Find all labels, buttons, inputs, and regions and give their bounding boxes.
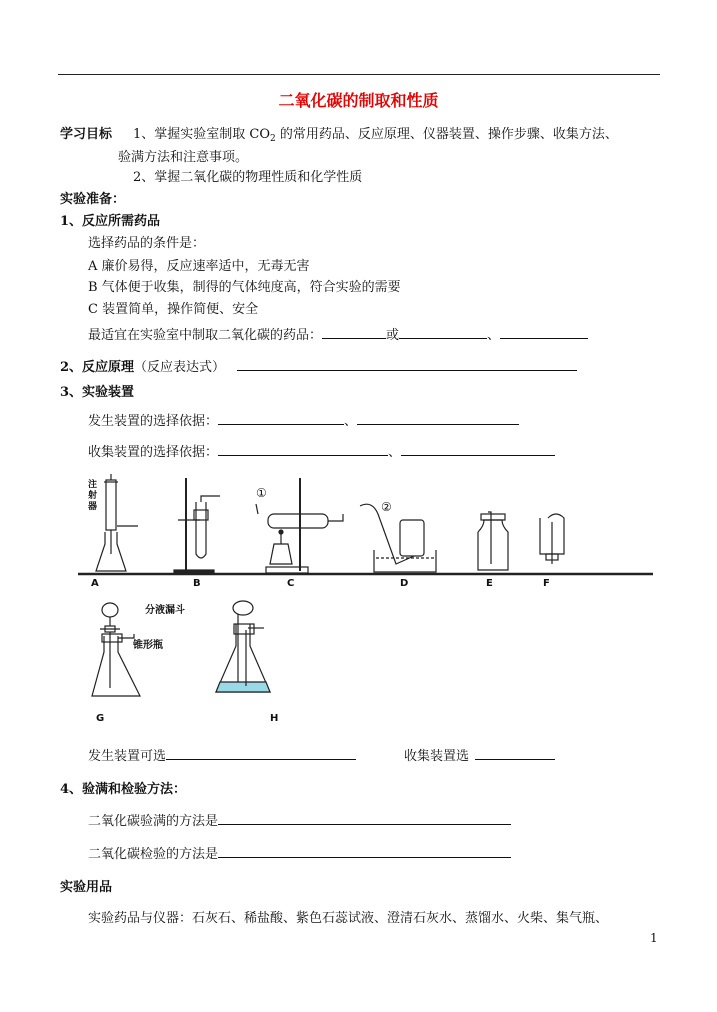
apparatus-row-1 <box>78 474 658 584</box>
criteria-label: 选择药品的条件是： <box>88 236 206 251</box>
section2-line <box>60 356 577 375</box>
objective-1 <box>133 123 618 144</box>
col-basis-text: 收集装置的选择依据： <box>88 445 219 460</box>
objectives-label: 学习目标 <box>60 127 113 142</box>
section3-heading: 3、实验装置 <box>60 385 135 400</box>
gen-basis-sep: 、 <box>344 414 358 429</box>
apparatus-b-stand-tube <box>174 478 220 574</box>
label-e: E <box>486 578 493 589</box>
equation-blank[interactable] <box>237 357 577 371</box>
criteria-b: B 气体便于收集，制得的气体纯度高，符合实验的需要 <box>88 280 401 295</box>
gen-basis-blank-1[interactable] <box>218 411 344 425</box>
col-choice-line <box>404 745 555 764</box>
section4-heading: 4、验满和检验方法： <box>60 782 187 797</box>
apparatus-d-water-trough <box>360 504 436 572</box>
flask-label: 锥形瓶 <box>133 640 163 651</box>
objective-2: 2、掌握二氧化碳的物理性质和化学性质 <box>133 170 363 185</box>
gen-basis-blank-2[interactable] <box>357 411 519 425</box>
label-d: D <box>400 578 409 589</box>
full-test-text: 二氧化碳验满的方法是 <box>88 814 219 829</box>
co2-subscript: 2 <box>270 134 276 144</box>
marker-1: ① <box>256 486 267 500</box>
apparatus-h-funnel-flask <box>216 601 270 692</box>
gen-basis-line <box>88 410 519 429</box>
apparatus-c-heated-tube <box>256 478 343 573</box>
section1-heading: 1、反应所需药品 <box>60 214 161 229</box>
objective-1-pre: 1、掌握实验室制取 CO <box>133 127 271 142</box>
label-c: C <box>287 578 295 589</box>
col-choice-text: 收集装置选 <box>404 749 470 764</box>
label-b: B <box>193 578 201 589</box>
reagent-blank-3[interactable] <box>500 325 588 339</box>
apparatus-a-syringe-flask <box>96 474 138 571</box>
gen-choice-line <box>88 745 356 764</box>
or-text: 或 <box>386 328 400 343</box>
check-test-line <box>88 843 511 862</box>
apparatus-f-downward-bottle <box>540 514 564 564</box>
check-test-blank[interactable] <box>218 844 511 858</box>
prep-heading: 实验准备： <box>60 192 126 207</box>
reagent-blank-2[interactable] <box>399 325 487 339</box>
col-choice-blank[interactable] <box>475 746 555 760</box>
check-test-text: 二氧化碳检验的方法是 <box>88 847 219 862</box>
gen-basis-text: 发生装置的选择依据： <box>88 414 219 429</box>
objective-1-post: 的常用药品、反应原理、仪器装置、操作步骤、收集方法、 <box>275 127 618 142</box>
full-test-blank[interactable] <box>218 811 511 825</box>
label-f: F <box>543 578 550 589</box>
section2-note: （反应表达式） <box>134 360 226 375</box>
gen-choice-text: 发生装置可选 <box>88 749 167 764</box>
header-rule <box>58 74 660 75</box>
col-basis-line <box>88 441 555 460</box>
funnel-label: 分液漏斗 <box>145 605 185 616</box>
page-number: 1 <box>650 931 658 945</box>
best-reagents-text: 最适宜在实验室中制取二氧化碳的药品： <box>88 328 323 343</box>
reagent-blank-1[interactable] <box>322 325 386 339</box>
marker-2: ② <box>381 500 392 514</box>
sep-text: 、 <box>487 328 501 343</box>
apparatus-row-2 <box>88 600 288 705</box>
full-test-line <box>88 810 511 829</box>
label-h: H <box>270 713 279 724</box>
materials-heading: 实验用品 <box>60 880 113 895</box>
materials-text: 实验药品与仪器：石灰石、稀盐酸、紫色石蕊试液、澄清石灰水、蒸馏水、火柴、集气瓶、 <box>88 911 609 926</box>
criteria-a: A 廉价易得，反应速率适中，无毒无害 <box>88 259 310 274</box>
gen-choice-blank[interactable] <box>166 746 356 760</box>
objective-1-cont: 验满方法和注意事项。 <box>118 150 249 165</box>
col-basis-blank-1[interactable] <box>218 442 388 456</box>
label-a: A <box>91 578 99 589</box>
label-g: G <box>96 713 105 724</box>
page-title: 二氧化碳的制取和性质 <box>278 91 439 110</box>
criteria-c: C 装置简单，操作简便、安全 <box>88 302 259 317</box>
best-reagents-line <box>88 324 588 343</box>
apparatus-e-upward-bottle <box>478 512 508 570</box>
col-basis-sep: 、 <box>388 445 402 460</box>
syringe-label: 注射器 <box>88 480 98 512</box>
section2-heading: 2、反应原理 <box>60 360 135 375</box>
col-basis-blank-2[interactable] <box>401 442 555 456</box>
